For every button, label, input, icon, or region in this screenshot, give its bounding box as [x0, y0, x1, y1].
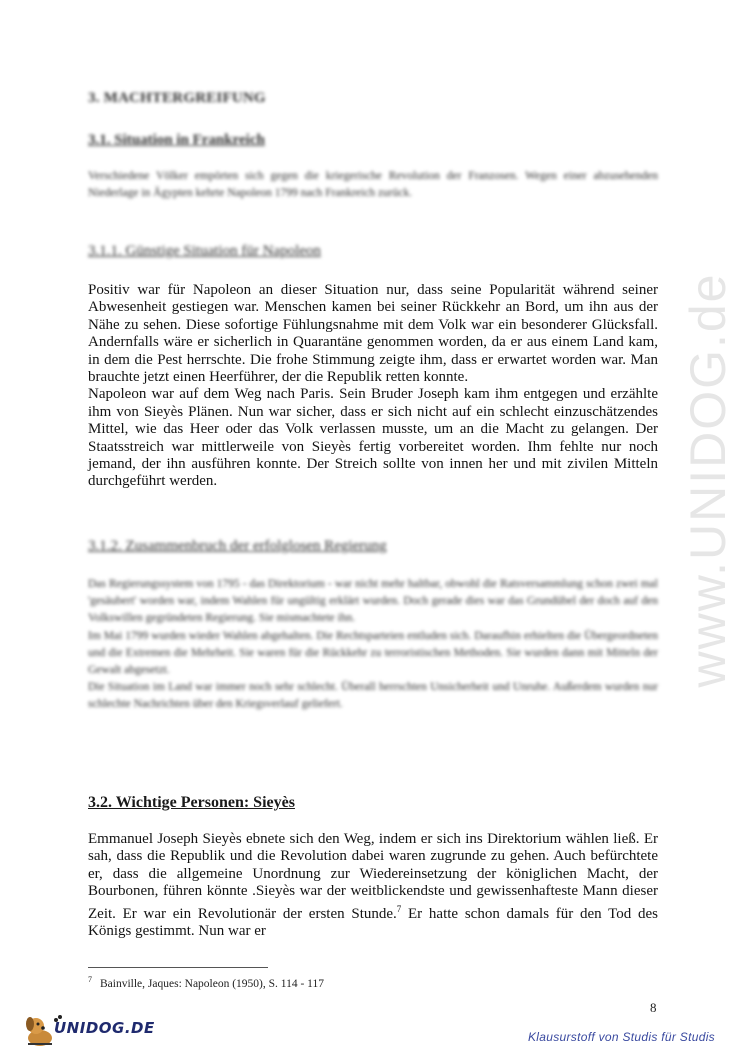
- page-number: 8: [650, 1000, 657, 1015]
- section-heading-zusammenbruch: 3.1.2. Zusammenbruch der erfolglosen Regierung: [88, 538, 387, 554]
- paragraph-zusammenbruch-3: Die Situation im Land war immer noch sehr schlecht. Überall herrschten Unsicherheit und Unruhe. Außerdem wurden nur schlechte Nachrichten über den Kriegsverlauf geliefert.: [88, 681, 658, 711]
- footnote-ref[interactable]: 7: [396, 903, 402, 914]
- footnote-text: Bainville, Jaques: Napoleon (1950), S. 114 - 117: [100, 977, 325, 990]
- section-heading-personen: [88, 794, 295, 812]
- paragraph-guenstig-2: Napoleon war auf dem Weg nach Paris. Sein Bruder Joseph kam ihm entgegen und erzählte ihm von Sieyès Plänen. Nun war sicher, dass er sich nicht auf ein schlecht einzuschätzendes Mittel, wie das Heer oder das Volk verlassen musste, um an die Macht zu gelangen. Der Staatsstreich war mittlerweile von Sieyès fertig vorbereitet worden. Ihm fehlte nur noch jemand, der ihn ausführen konnte. Der Streich sollte von innen her und mit zivilen Mitteln durchgeführt werden.: [88, 386, 658, 490]
- section-heading-situation: 3.1. Situation in Frankreich: [88, 132, 265, 148]
- paragraph-zusammenbruch-1: Das Regierungssystem von 1795 - das Direktorium - war nicht mehr haltbar, obwohl die Ratsversammlung schon zwei mal 'gesäubert' worden war, indem Wahlen für ungültig erklärt wurden. Doch gerade dies war das Grundübel der doch auf den Volkswillen gegründeten Regierung. Sie mismachtete ihn.: [88, 578, 658, 625]
- paragraph-guenstig-1: Positiv war für Napoleon an dieser Situation nur, dass seine Popularität während seiner Abwesenheit gestiegen war. Menschen kamen bei seiner Rückkehr an Bord, um ihn aus der Nähe zu sehen. Diese sofortige Fühlungsnahme mit dem Volk war ein besonderer Glücksfall. Andernfalls wäre er sicherlich in Quarantäne genommen worden, da er aus einem Land kam, in dem die Pest herrschte. Die frohe Stimmung zeigte ihm, dass er erwartet worden war. Man brauchte jetzt einen Heerführer, der die Republik retten konnte.: [88, 282, 658, 386]
- footnote-number: 7: [88, 975, 92, 984]
- logo-text: UNIDOG.DE: [54, 1019, 155, 1037]
- section-heading-guenstig: 3.1.1. Günstige Situation für Napoleon: [88, 243, 321, 259]
- paragraph-situation: Verschiedene Völker empörten sich gegen die kriegerische Revolution der Franzosen. Wegen einer abzusehenden Niederlage in Ägypten kehrte Napoleon 1799 nach Frankreich zurück.: [88, 170, 658, 200]
- paragraph-personen-continuation: Er hatte schon damals für den Tod des Königs gestimmt. Nun war er: [88, 905, 659, 940]
- footnote-divider: [88, 967, 268, 968]
- paragraph-personen-text: Emmanuel Joseph Sieyès ebnete sich den Weg, indem er sich ins Direktorium wählen ließ. Er sah, dass die Republik und die Revolution dabei waren zugrunde zu gehen. Auch befürchtete er, dass die allgemeine Unordnung zur Wiedereinsetzung der königlichen Macht, der Bourbonen, führen könnte .Sieyès war der weitblickendste und gewissenhafteste Mann dieser Zeit. Er war ein Revolutionär der ersten Stunde.: [88, 831, 658, 922]
- tagline: Klausurstoff von Studis für Studis: [528, 1030, 715, 1044]
- watermark: www.UNIDOG.de: [680, 272, 736, 688]
- section-heading-personen-text: 3.2. Wichtige Personen: Sieyès: [88, 794, 295, 811]
- paragraph-personen: [88, 831, 658, 940]
- paragraphs-zusammenbruch: [88, 576, 658, 714]
- footnote: [88, 975, 324, 990]
- paragraphs-guenstig: [88, 282, 658, 491]
- paragraph-zusammenbruch-2: Im Mai 1799 wurden wieder Wahlen abgehalten. Die Rechtsparteien entluden sich. Daraufhin erhielten die Übergeordneten und die Extremen die Mehrheit. Sie waren für die Rückkehr zu terroristischen Methoden. Sie wurden dann mit Mitteln der Gewalt abgesetzt.: [88, 629, 658, 677]
- section-heading-machtergreifung: 3. MACHTERGREIFUNG: [88, 90, 266, 106]
